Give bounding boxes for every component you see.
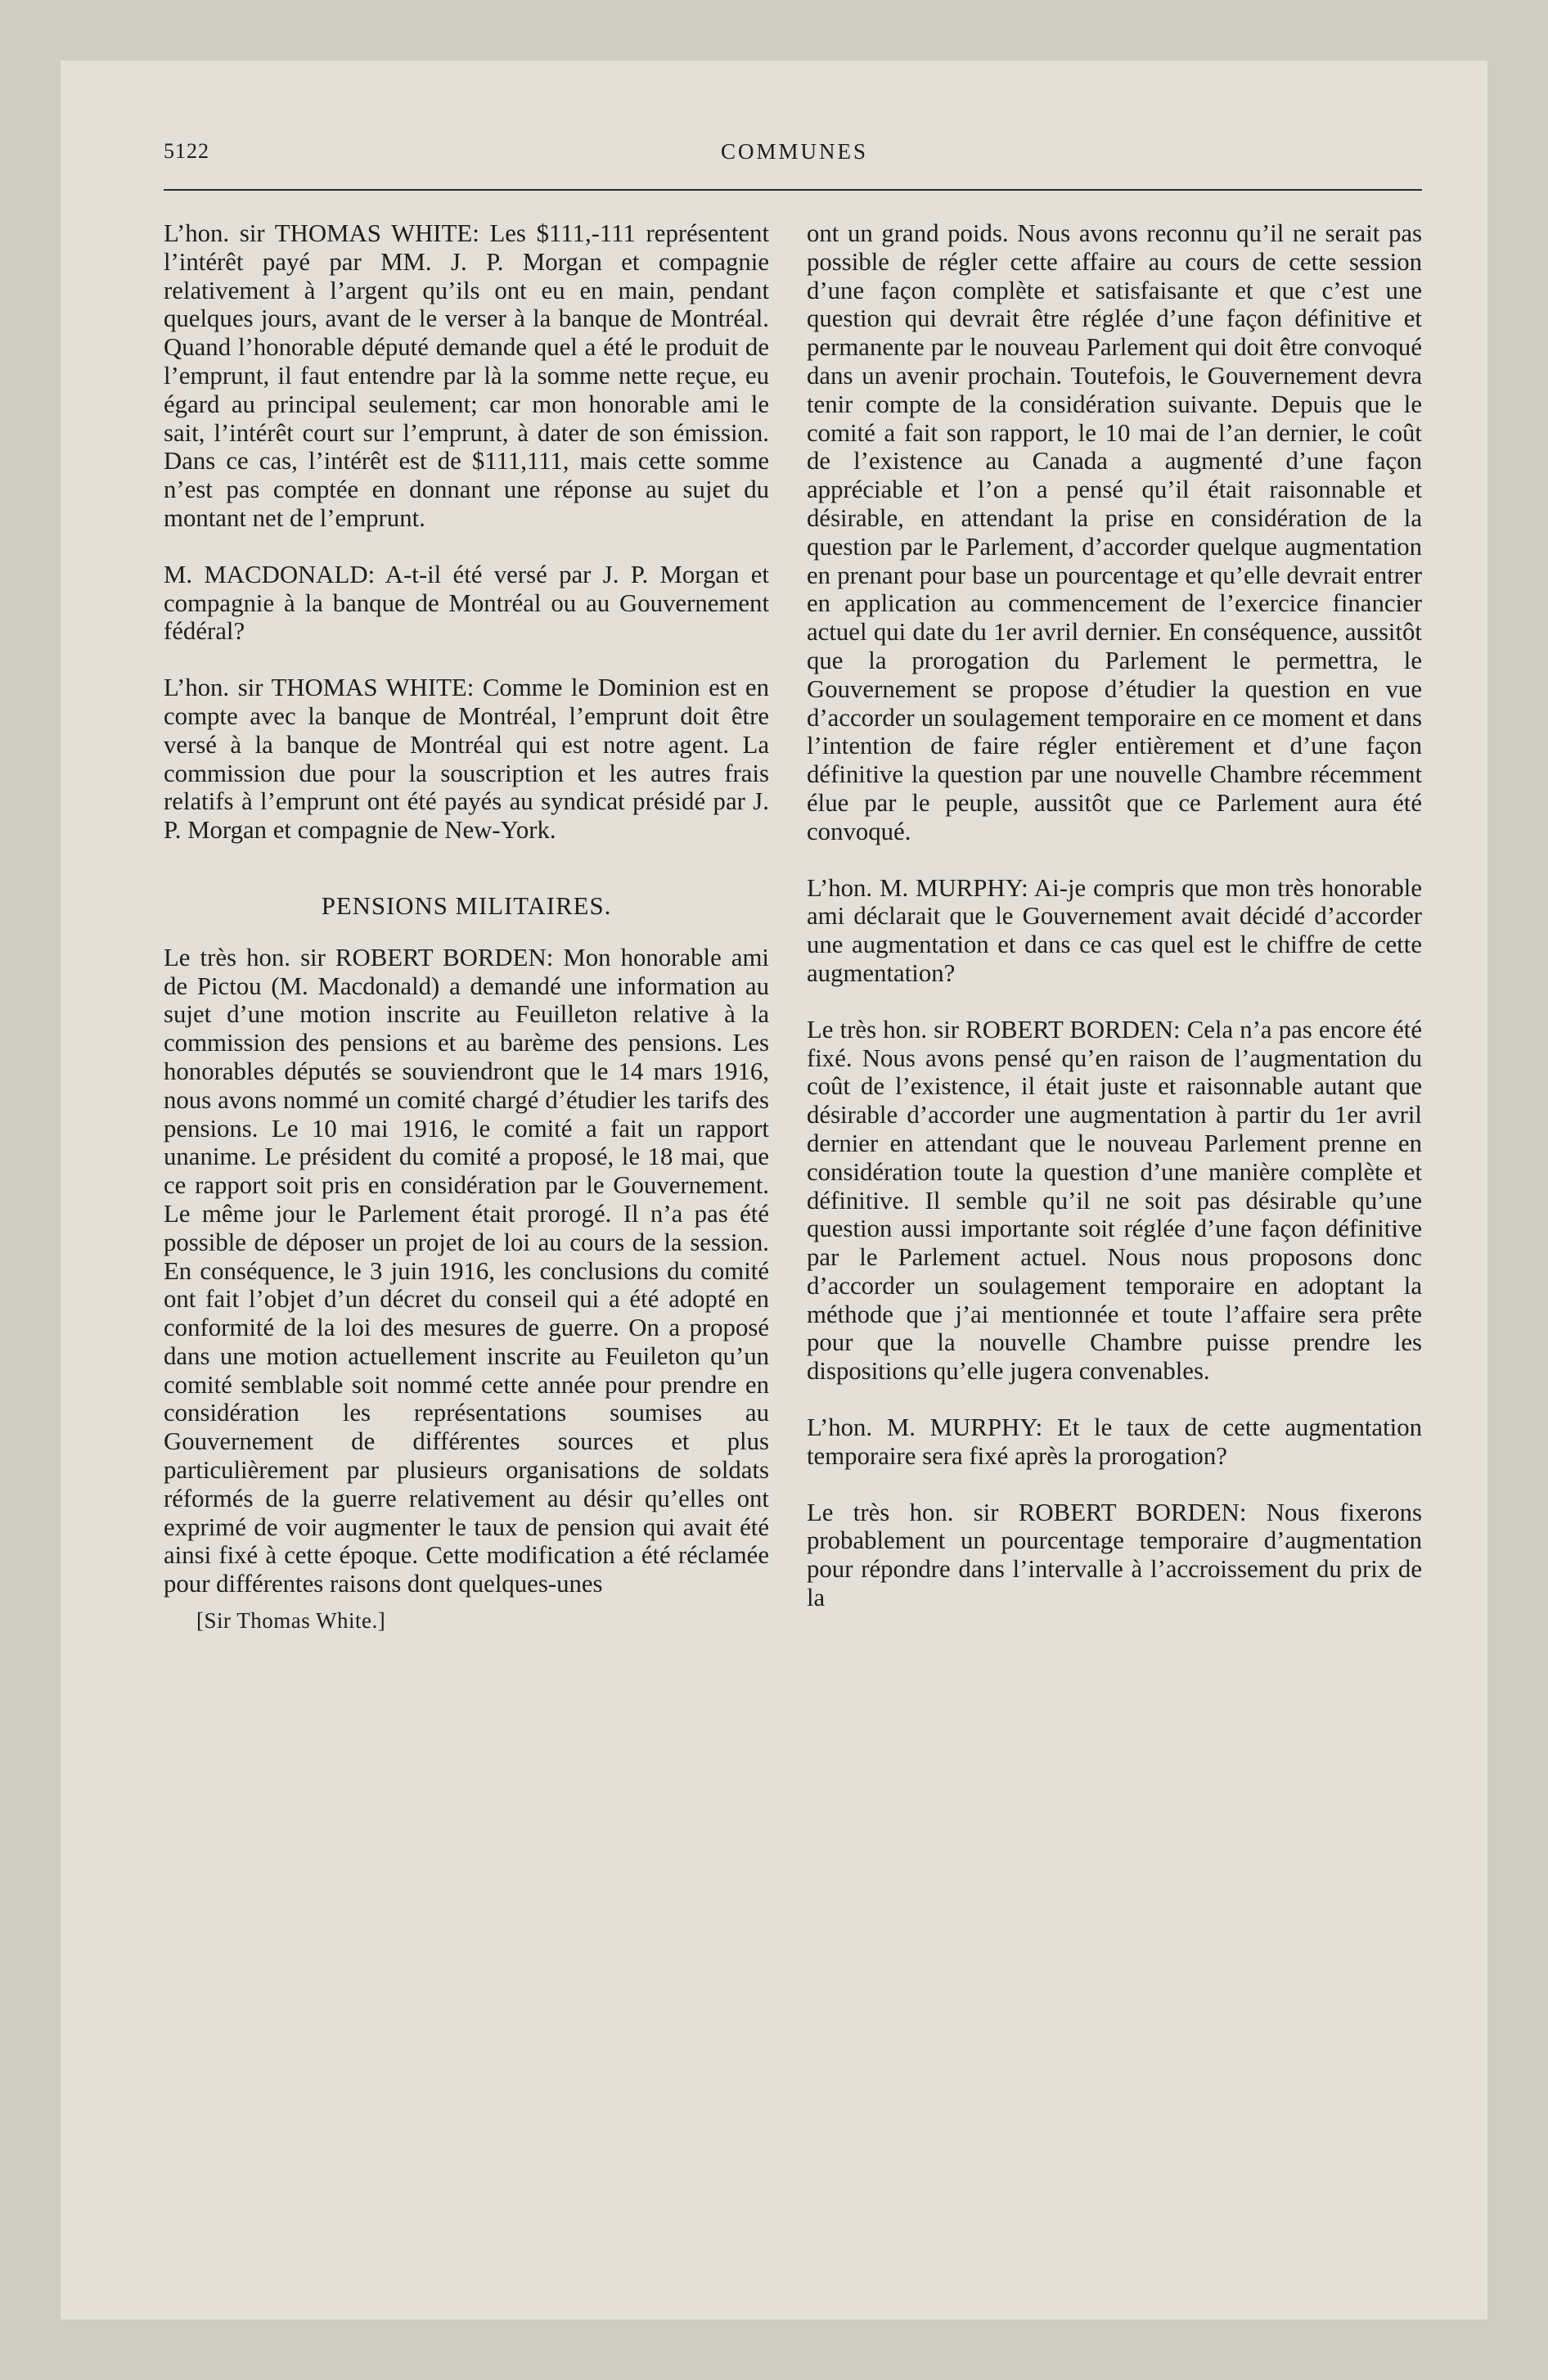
page-number: 5122 (164, 139, 209, 163)
paragraph-borden-answer: Le très hon. sir ROBERT BORDEN: Cela n’a pas encore été fixé. Nous avons pensé qu’en raison de l’augmentation du coût de l’existence, il était juste et raisonnable autant que désirable d’accorder une augmentation à partir du 1er avril dernier en attendant que le nouveau Parlement prenne en considération toute la question d’une manière complète et définitive. Il semble qu’il ne soit pas désirable qu’une question aussi importante soit réglée d’une façon définitive par le Parlement actuel. Nous nous proposons donc d’accorder un soulagement temporaire en adoptant la méthode que j’ai mentionnée et toute l’affaire sera prête pour que la nouvelle Chambre puisse prendre les dispositions qu’elle jugera convenables. (807, 1015, 1422, 1386)
speaker-signature: [Sir Thomas White.] (196, 1608, 386, 1634)
paragraph-macdonald-question: M. MACDONALD: A-t-il été versé par J. P. Morgan et compagnie à la banque de Montréal ou au Gouvernement fédéral? (164, 560, 769, 646)
left-column (164, 219, 769, 1635)
paragraph-borden-continued: ont un grand poids. Nous avons reconnu qu’il ne serait pas possible de régler cette affaire au cours de cette session d’une façon complète et satisfaisante et que c’est une question qui devrait être réglée d’une façon définitive et permanente par le nouveau Parlement qui doit être convoqué dans un avenir prochain. Toutefois, le Gouvernement devra tenir compte de la considération suivante. Depuis que le comité a fait son rapport, le 10 mai de l’an dernier, le coût de l’existence au Canada a augmenté d’une façon appréciable et l’on a pensé qu’il était raisonnable et désirable, en attendant la prise en considération de la question par le Parlement, d’accorder quelque augmentation en prenant pour base un pourcentage et qu’elle devrait entrer en application au commencement de l’exercice financier actuel qui date du 1er avril dernier. En conséquence, aussitôt que la prorogation du Parlement le permettra, le Gouvernement se propose d’étudier la question en vue d’accorder un soulagement temporaire en ce moment et dans l’intention de faire régler entièrement et d’une façon définitive la question par une nouvelle Chambre récemment élue par le peuple, aussitôt que ce Parlement aura été convoqué. (807, 219, 1422, 845)
paragraph-white-reply: L’hon. sir THOMAS WHITE: Comme le Dominion est en compte avec la banque de Montréal, l’emprunt doit être versé à la banque de Montréal qui est notre agent. La commission due pour la souscription et les autres frais relatifs à l’emprunt ont été payés au syndicat présidé par J. P. Morgan et compagnie de New-York. (164, 674, 769, 845)
right-column (807, 219, 1422, 1612)
running-header (164, 139, 1425, 172)
paragraph-borden-final: Le très hon. sir ROBERT BORDEN: Nous fixerons probablement un pourcentage temporaire d’augmentation pour répondre dans l’intervalle à l’accroissement du prix de la (807, 1498, 1422, 1612)
paragraph-murphy-question: L’hon. M. MURPHY: Ai-je compris que mon très honorable ami déclarait que le Gouvernement avait décidé d’accorder une augmentation et dans ce cas quel est le chiffre de cette augmentation? (807, 873, 1422, 987)
section-heading: PENSIONS MILITAIRES. (321, 891, 612, 920)
paragraph-white-interest: L’hon. sir THOMAS WHITE: Les $111,-111 représentent l’intérêt payé par MM. J. P. Morgan et compagnie relativement à l’argent qu’ils ont eu en main, pendant quelques jours, avant de le verser à la banque de Montréal. Quand l’honorable député demande quel a été le produit de l’emprunt, il faut entendre par là la somme nette reçue, eu égard au principal seulement; car mon honorable ami le sait, l’intérêt court sur l’emprunt, à dater de son émission. Dans ce cas, l’intérêt est de $111,111, mais cette somme n’est pas comptée en donnant une réponse au sujet du montant net de l’emprunt. (164, 219, 769, 532)
paragraph-borden-pensions: Le très hon. sir ROBERT BORDEN: Mon honorable ami de Pictou (M. Macdonald) a demandé une information au sujet d’une motion inscrite au Feuilleton relative à la commission des pensions et au barème des pensions. Les honorables députés se souviendront que le 14 mars 1916, nous avons nommé un comité chargé d’étudier les tarifs des pensions. Le 10 mai 1916, le comité a fait un rapport unanime. Le président du comité a proposé, le 18 mai, que ce rapport soit pris en considération par le Gouvernement. Le même jour le Parlement était prorogé. Il n’a pas été possible de déposer un projet de loi au cours de la session. En conséquence, le 3 juin 1916, les conclusions du comité ont fait l’objet d’un décret du conseil qui a été adopté en conformité de la loi des mesures de guerre. On a proposé dans une motion actuellement inscrite au Feuileton qu’un comité semblable soit nommé cette année pour prendre en considération les représentations soumises au Gouvernement de différentes sources et plus particulièrement par plusieurs organisations de soldats réformés de la guerre relativement au désir qu’elles ont exprimé de voir augmenter le taux de pension qui avait été ainsi fixé à cette époque. Cette modification a été réclamée pour différentes raisons dont quelques-unes (164, 943, 769, 1598)
journal-title: COMMUNES (720, 139, 869, 164)
header-rule (164, 189, 1422, 191)
paragraph-murphy-followup: L’hon. M. MURPHY: Et le taux de cette augmentation temporaire sera fixé après la prorogation? (807, 1413, 1422, 1470)
